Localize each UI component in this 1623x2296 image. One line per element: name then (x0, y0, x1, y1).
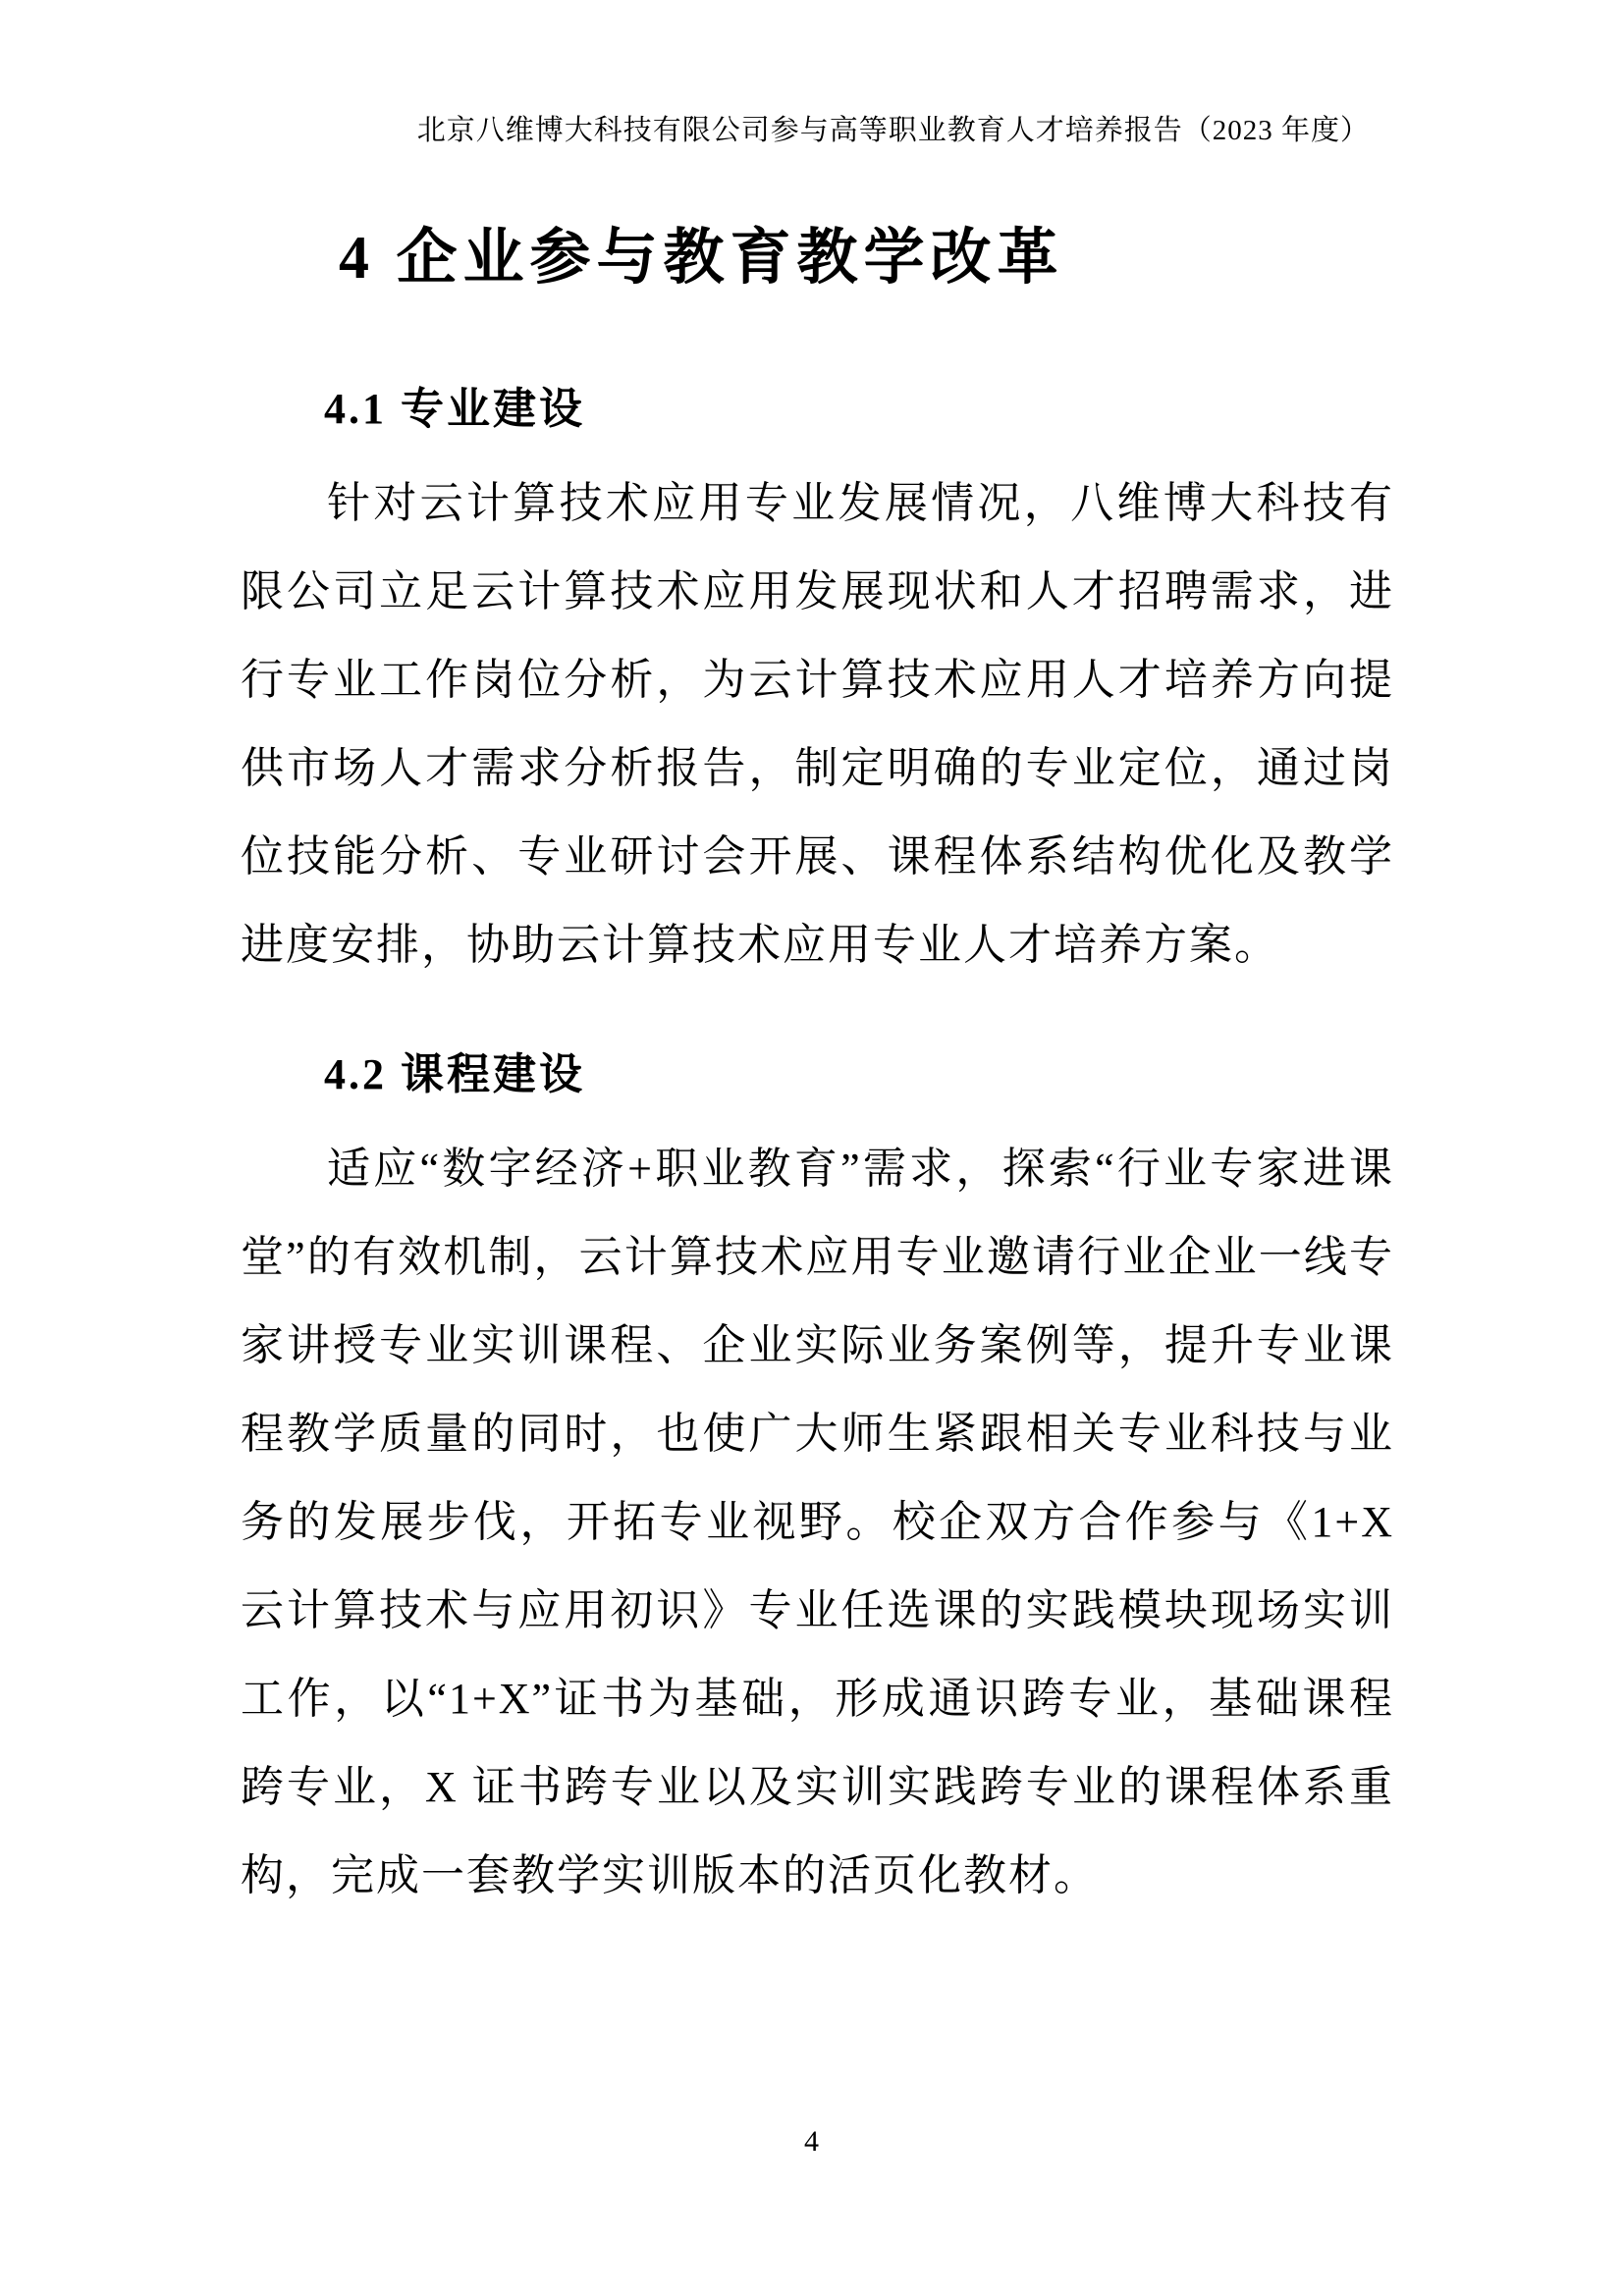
page-number: 4 (804, 2125, 819, 2158)
section-4-2-paragraph: 适应“数字经济+职业教育”需求，探索“行业专家进课堂”的有效机制，云计算技术应用专业邀请行业企业一线专家讲授专业实训课程、企业实际业务案例等，提升专业课程教学质量的同时，也使广大师生紧跟相关专业科技与业务的发展步伐，开拓专业视野。校企双方合作参与《1+X 云计算技术与应用初识》专业任选课的实践模块现场实训工作，以“1+X”证书为基础，形成通识跨专业，基础课程跨专业，X 证书跨专业以及实训实践跨专业的课程体系重构，完成一套教学实训版本的活页化教材。 (241, 1145, 1394, 1899)
chapter-title: 4 企业参与教育教学改革 (339, 225, 1064, 292)
section-4-2-heading: 4.2 课程建设 (324, 1050, 585, 1098)
report-header-text: 北京八维博大科技有限公司参与高等职业教育人才培养报告（2023 年度） (416, 115, 1370, 146)
section-4-1-heading: 4.1 专业建设 (324, 385, 585, 433)
section-4-1-paragraph: 针对云计算技术应用专业发展情况，八维博大科技有限公司立足云计算技术应用发展现状和人才招聘需求，进行专业工作岗位分析，为云计算技术应用人才培养方向提供市场人才需求分析报告，制定明确的专业定位，通过岗位技能分析、专业研讨会开展、课程体系结构优化及教学进度安排，协助云计算技术应用专业人才培养方案。 (241, 479, 1394, 969)
